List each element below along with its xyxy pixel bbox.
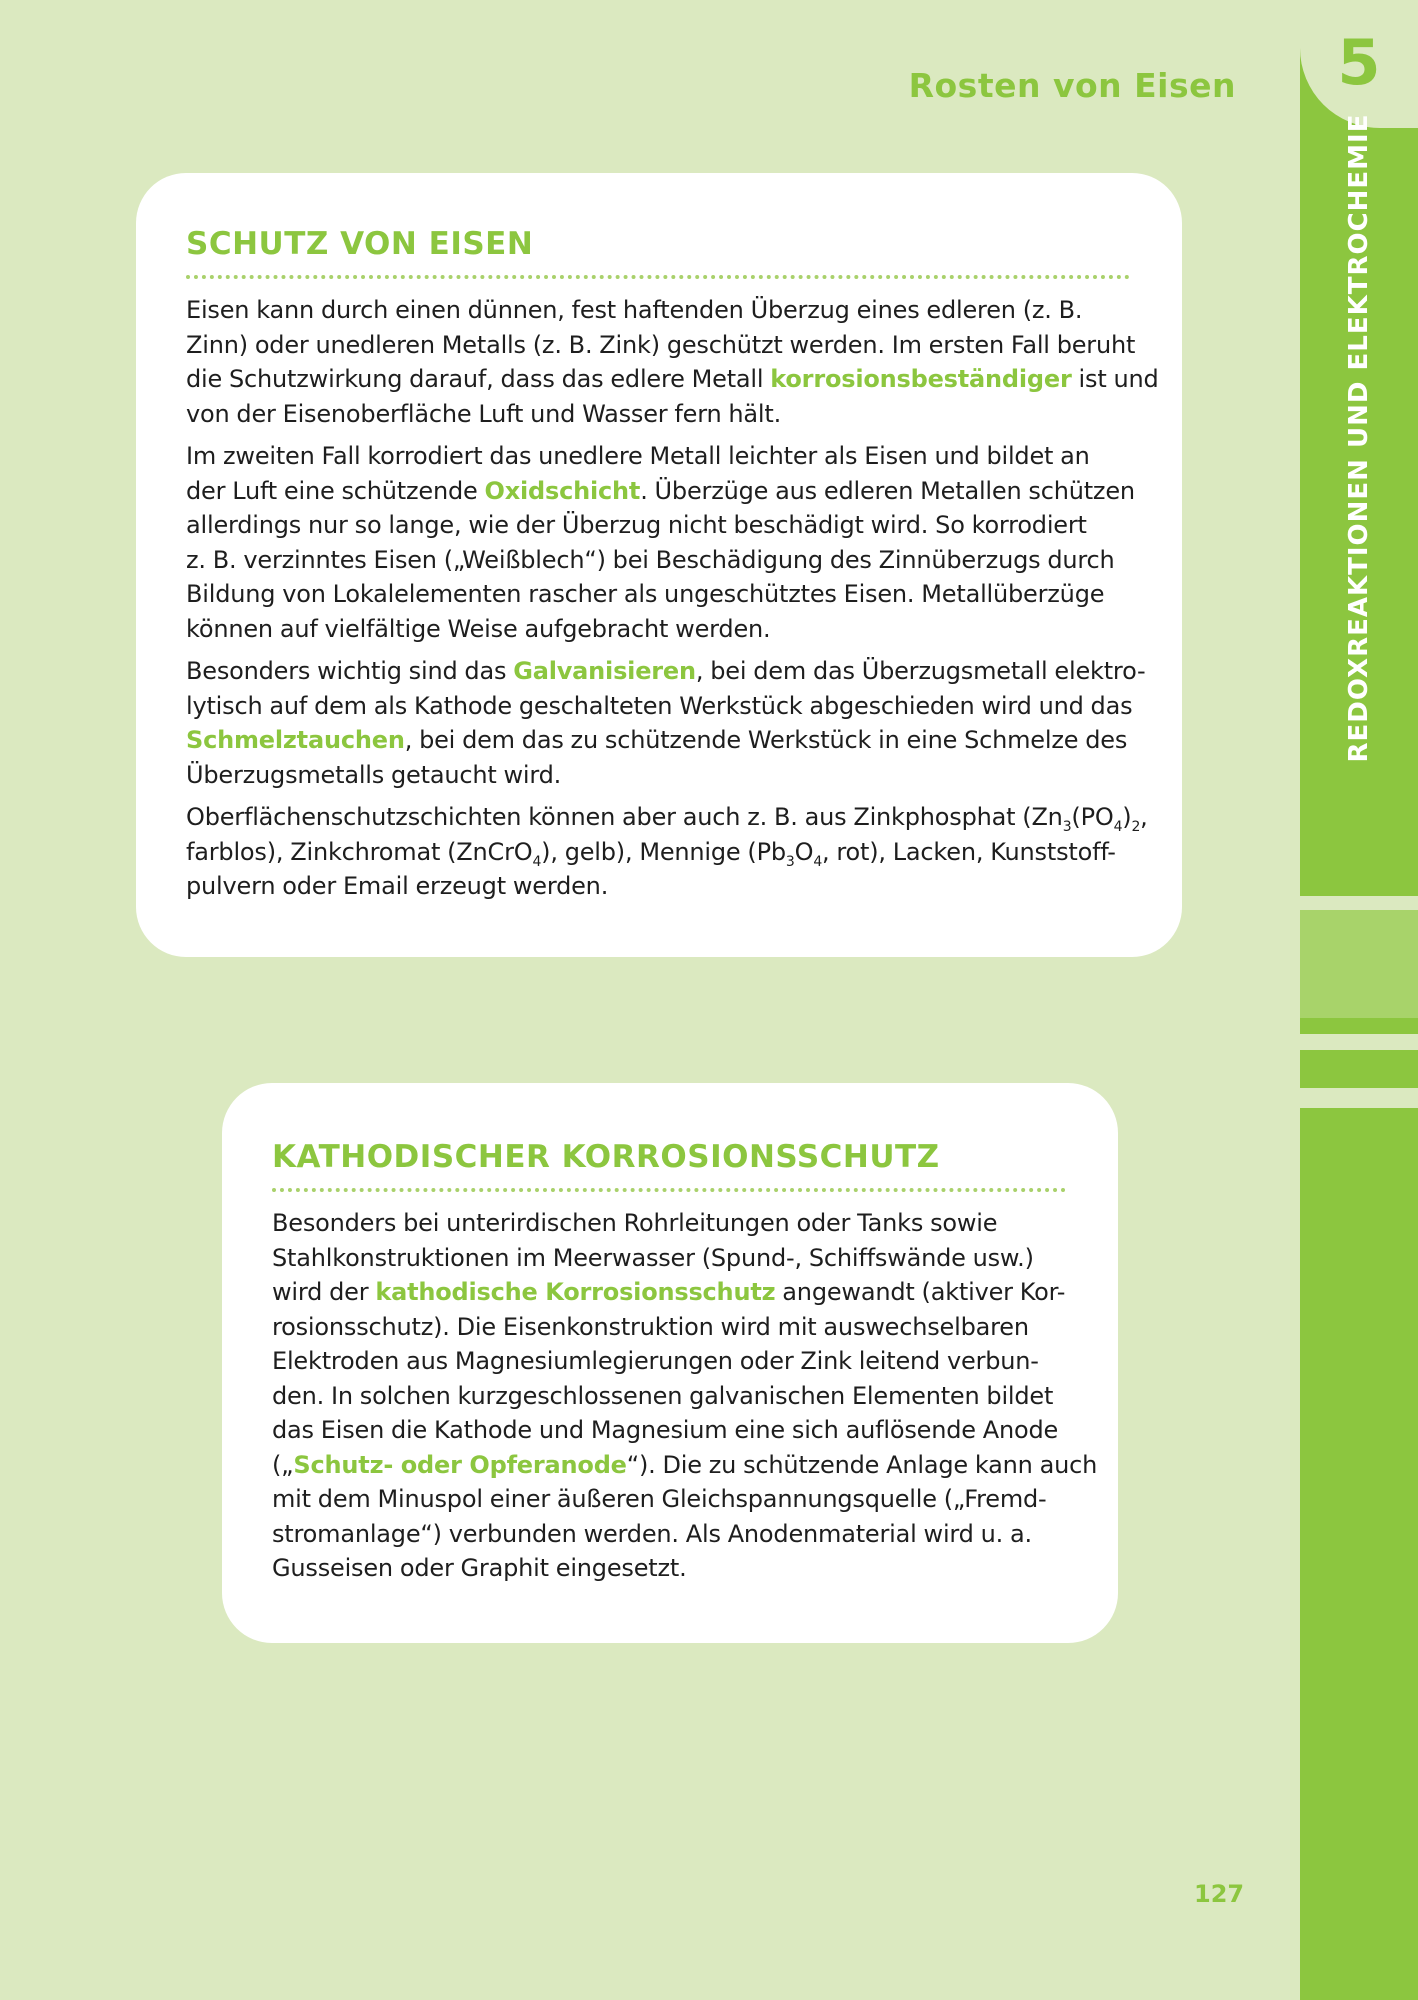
text-segment: wird der	[272, 1278, 376, 1307]
text-line: Besonders bei unterirdischen Rohrleitungen oder Tanks sowie	[272, 1209, 998, 1238]
text-line: können auf vielfältige Weise aufgebracht werden.	[186, 614, 771, 643]
chapter-number: 5	[1337, 26, 1381, 99]
dotted-divider	[186, 275, 1130, 279]
paragraph	[186, 439, 1135, 646]
text-segment: angewandt (aktiver Kor-	[775, 1278, 1066, 1307]
text-segment: farblos), Zinkchromat (ZnCrO	[186, 837, 533, 866]
text-segment: Besonders wichtig sind das	[186, 657, 514, 686]
box-heading: SCHUTZ VON EISEN	[186, 226, 534, 262]
text-segment: ist und	[1071, 365, 1159, 394]
highlight-term: Galvanisieren	[513, 657, 696, 686]
text-line: z. B. verzinntes Eisen („Weißblech“) bei Beschädigung des Zinnüberzugs durch	[186, 545, 1115, 574]
text-segment: O	[794, 837, 814, 866]
subscript: 3	[785, 853, 795, 870]
text-line: stromanlage“) verbunden werden. Als Anodenmaterial wird u. a.	[272, 1519, 1032, 1548]
text-line: Gusseisen oder Graphit eingesetzt.	[272, 1554, 687, 1583]
section-title: Rosten von Eisen	[908, 66, 1236, 105]
text-segment: “). Die zu schützende Anlage kann auch	[626, 1450, 1098, 1479]
text-line	[186, 654, 1146, 689]
text-line: allerdings nur so lange, wie der Überzug nicht beschädigt wird. So korrodiert	[186, 511, 1087, 540]
highlight-term: Oxidschicht	[484, 476, 641, 505]
text-line	[186, 362, 1159, 397]
subscript: 4	[532, 853, 542, 870]
text-line	[186, 474, 1135, 509]
text-segment: , rot), Lacken, Kunststoff-	[822, 837, 1116, 866]
text-segment: ), gelb), Mennige (Pb	[541, 837, 786, 866]
text-line: Überzugsmetalls getaucht wird.	[186, 760, 562, 789]
highlight-term: korrosionsbeständiger	[770, 365, 1072, 394]
text-line	[186, 723, 1130, 758]
text-line: das Eisen die Kathode und Magnesium eine sich auflösende Anode	[272, 1416, 1059, 1445]
text-line: rosionsschutz). Die Eisenkonstruktion wird mit auswechselbaren	[272, 1312, 1029, 1341]
dotted-divider	[272, 1188, 1066, 1192]
text-line: Eisen kann durch einen dünnen, fest haftenden Überzug eines edleren (z. B.	[186, 296, 1083, 325]
text-segment: Oberflächenschutzschichten können aber auch z. B. aus Zinkphosphat (Zn	[186, 803, 1063, 832]
text-segment: (PO	[1071, 803, 1114, 832]
text-segment: )	[1122, 803, 1132, 832]
text-line: mit dem Minuspol einer äußeren Gleichspannungsquelle („Fremd-	[272, 1485, 1047, 1514]
highlight-term: Schutz- oder Opferanode	[293, 1450, 627, 1479]
sidebar-band	[1300, 910, 1418, 1018]
text-line	[272, 1275, 1066, 1310]
text-line: von der Eisenoberfläche Luft und Wasser fern hält.	[186, 399, 782, 428]
text-line: Im zweiten Fall korrodiert das unedlere Metall leichter als Eisen und bildet an	[186, 442, 1090, 471]
paragraph	[186, 293, 1159, 431]
paragraph	[186, 800, 1148, 904]
info-box-schutz-von-eisen	[136, 173, 1182, 957]
text-line: Zinn) oder unedleren Metalls (z. B. Zink) geschützt werden. Im ersten Fall beruht	[186, 330, 1136, 359]
subscript: 4	[813, 853, 823, 870]
text-line	[272, 1448, 1098, 1483]
info-box-kathodischer-korrosionsschutz	[222, 1083, 1118, 1643]
text-line	[186, 800, 1148, 836]
text-line: pulvern oder Email erzeugt werden.	[186, 872, 609, 901]
chapter-title: REDOXREAKTIONEN UND ELEKTROCHEMIE	[1344, 113, 1374, 763]
subscript: 2	[1131, 819, 1141, 836]
text-segment: („	[272, 1450, 294, 1479]
text-line: lytisch auf dem als Kathode geschalteten Werkstück abgeschieden wird und das	[186, 691, 1133, 720]
text-line	[186, 835, 1130, 870]
sidebar-band	[1300, 1050, 1418, 1088]
text-segment: die Schutzwirkung darauf, dass das edlere Metall	[186, 365, 771, 394]
text-line: den. In solchen kurzgeschlossenen galvanischen Elementen bildet	[272, 1381, 1054, 1410]
page-number: 127	[1194, 1880, 1245, 1908]
text-segment: , bei dem das Überzugsmetall elektro-	[695, 657, 1146, 686]
text-segment: ,	[1140, 803, 1148, 832]
text-line: Elektroden aus Magnesiumlegierungen oder Zink leitend verbun-	[272, 1347, 1039, 1376]
chapter-sidebar	[1300, 0, 1418, 2000]
sidebar-band	[1300, 1018, 1418, 1034]
text-line: Stahlkonstruktionen im Meerwasser (Spund-, Schiffswände usw.)	[272, 1243, 1034, 1272]
paragraph	[272, 1206, 1098, 1586]
text-segment: der Luft eine schützende	[186, 476, 485, 505]
box-heading: KATHODISCHER KORROSIONSSCHUTZ	[272, 1139, 940, 1175]
subscript: 4	[1113, 819, 1123, 836]
highlight-term: Schmelztauchen	[186, 726, 405, 755]
text-segment: , bei dem das zu schützende Werkstück in eine Schmelze des	[404, 726, 1128, 755]
sidebar-band	[1300, 1108, 1418, 2000]
subscript: 3	[1062, 819, 1072, 836]
text-segment: . Überzüge aus edleren Metallen schützen	[640, 476, 1135, 505]
highlight-term: kathodische Korrosionsschutz	[375, 1278, 776, 1307]
sidebar-band	[1300, 808, 1418, 896]
paragraph	[186, 654, 1146, 792]
text-line: Bildung von Lokalelementen rascher als ungeschütztes Eisen. Metallüberzüge	[186, 580, 1105, 609]
